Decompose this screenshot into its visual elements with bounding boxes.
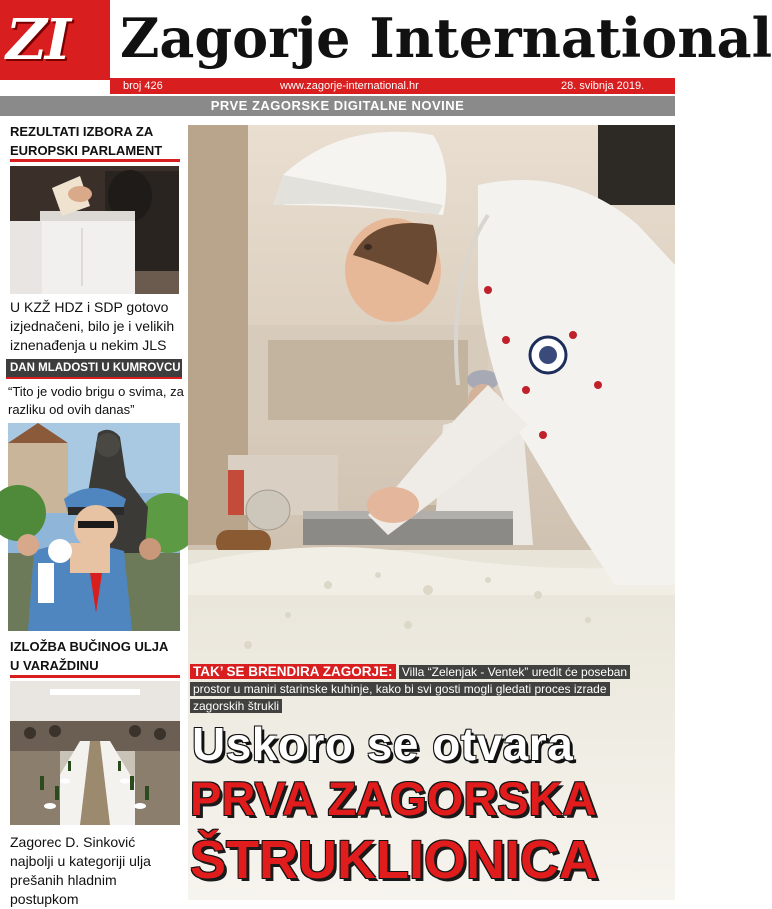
story2-label[interactable]: DAN MLADOSTI U KUMROVCU — [6, 359, 182, 377]
oil-exhibition-photo[interactable] — [10, 681, 180, 825]
main-headline-line1[interactable]: Uskoro se otvara — [192, 718, 574, 770]
tagline: PRVE ZAGORSKE DIGITALNE NOVINE — [210, 98, 465, 113]
story1-rule — [10, 159, 180, 162]
story3-headline[interactable]: IZLOŽBA BUČINOG ULJA U VARAŽDINU — [10, 639, 168, 673]
kicker-label: TAK’ SE BRENDIRA ZAGORJE: — [190, 664, 396, 679]
story2-rule — [6, 377, 182, 379]
issue-number: broj 426 — [123, 80, 163, 92]
tito-impersonator-photo[interactable] — [8, 423, 180, 631]
story3-rule — [10, 675, 180, 678]
ballot-box-photo[interactable] — [10, 166, 179, 294]
newspaper-title: Zagorje International — [120, 6, 772, 70]
main-headline-line2[interactable]: PRVA ZAGORSKA — [190, 772, 597, 825]
story1-text[interactable]: U KZŽ HDZ i SDP gotovo izjednačeni, bilo je i velikih iznenađenja u nekim JLS — [10, 299, 175, 353]
lead-paragraph[interactable] — [190, 663, 650, 715]
story2-quote[interactable]: “Tito je vodio brigu o svima, za razliku od ovih danas” — [8, 384, 184, 417]
issue-date: 28. svibnja 2019. — [561, 80, 645, 92]
website-link[interactable]: www.zagorje-international.hr — [280, 80, 419, 92]
main-headline-line3[interactable]: ŠTRUKLIONICA — [190, 830, 598, 890]
story1-headline[interactable]: REZULTATI IZBORA ZA EUROPSKI PARLAMENT — [10, 124, 163, 158]
story3-text[interactable]: Zagorec D. Sinković najbolji u kategoriji ulja prešanih hladnim postupkom — [10, 834, 151, 907]
logo: ZI — [6, 7, 70, 73]
lead-text: Villa “Zelenjak - Ventek” uredit će poseban prostor u maniri starinske kuhinje, kako bi svi gosti mogli gledati proces izrade zagorskih štrukli — [190, 665, 630, 713]
